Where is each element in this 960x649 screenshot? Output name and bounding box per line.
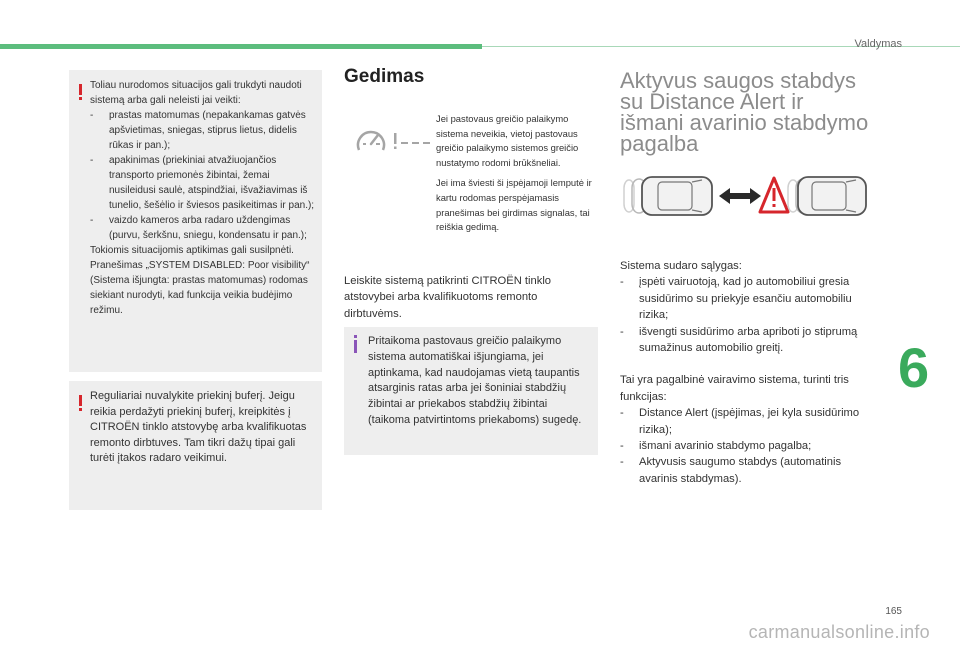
functions-list-item: - Distance Alert (įspėjimas, jei kyla susidūrimo rizika); — [620, 407, 860, 436]
heading-active-safety-brake: Aktyvus saugos stabdys su Distance Alert ir išmani avarinio stabdymo pagalba — [620, 68, 869, 156]
cruise-control-fault-icon — [355, 124, 433, 156]
icon-caption-dashes: Jei pastovaus greičio palaikymo sistema neveikia, vietoj pastovaus greičio palaikymo sistemos greičio nustatymo rodomi brūkšneliai. — [436, 113, 579, 168]
functions-intro: Tai yra pagalbinė vairavimo sistema, turinti tris funkcijas: — [620, 374, 849, 403]
warning-mark-icon — [79, 395, 83, 411]
system-list-item: - įspėti vairuotoją, kad jo automobiliui gresia susidūrimo su priekyje esančiu automobiliu rizika; — [620, 276, 852, 322]
functions-list-item: - Aktyvusis saugumo stabdys (automatinis avarinis stabdymas). — [620, 456, 842, 485]
functions-list-item: - išmani avarinio stabdymo pagalba; — [620, 440, 812, 453]
warning-box-bumper — [69, 381, 322, 510]
chapter-number: 6 — [898, 336, 930, 399]
section-title: Valdymas — [854, 38, 902, 50]
warning-intro: Toliau nurodomos situacijos gali trukdyti naudoti sistemą arba gali neleisti jai veikti: — [90, 80, 302, 106]
warning-list-item: - prastas matomumas (nepakankamas gatvės apšvietimas, sniegas, stiprus lietus, didelis rūkas ir pan.); — [90, 110, 306, 151]
header-accent-bar — [0, 44, 482, 49]
warning-list-item: - vaizdo kameros arba radaro uždengimas (purvu, šerkšnu, sniegu, kondensatu ir pan.); — [90, 215, 307, 241]
info-mark-icon — [354, 335, 358, 353]
collision-warning-illustration — [622, 170, 872, 220]
warning-list-item: - apakinimas (priekiniai atvažiuojančios transporto priemonės žibintai, žemai nusileidusi saulė, atspindžiai, išvažiavimas iš tunelio, šešėlio ir šviesos pasikeitimas ir pan.); — [90, 155, 315, 211]
info-box-cruise-disable — [344, 327, 598, 455]
page-number: 165 — [885, 606, 902, 617]
warning-mark-icon — [79, 84, 83, 100]
info-box-text: Pritaikoma pastovaus greičio palaikymo sistema automatiškai išjungiama, jei aptinkama, kad naudojamas vietą taupantis atsarginis ratas arba jei šoniniai stabdžių žibintai ar priekabos stabdžių žibintai (taikoma patvirtintoms priekaboms) sugedę. — [368, 335, 582, 426]
icon-caption-warning-lamp: Jei ima šviesti ši įspėjamoji lemputė ir kartu rodomas perspėjamasis pranešimas bei girdimas signalas, tai reiškia gedimą. — [436, 177, 592, 233]
warning-bumper-text: Reguliariai nuvalykite priekinį buferį. Jeigu reikia perdažyti priekinį buferį, kreipkitės į CITROËN tinklo atstovybę arba kvalifikuotas remonto dirbtuves. Tam tikri dažų tipai gali turėti įtakos radaro veikimui. — [90, 390, 307, 465]
warning-outro: Tokiomis situacijomis aptikimas gali susilpnėti. Pranešimas „SYSTEM DISABLED: Poor visibility“ (Sistema išjungta: prastas matomumas) rodomas siekiant nurodyti, kad funkcija veikia budėjimo režimu. — [90, 245, 310, 316]
system-list-item: - išvengti susidūrimo arba apriboti jo stiprumą sumažinus automobilio greitį. — [620, 325, 858, 355]
gedimas-paragraph: Leiskite sistemą patikrinti CITROËN tinklo atstovybei arba kvalifikuotoms remonto dirbtuvėms. — [344, 275, 552, 320]
heading-gedimas: Gedimas — [344, 66, 425, 87]
system-intro: Sistema sudaro sąlygas: — [620, 260, 742, 272]
watermark: carmanualsonline.info — [748, 622, 930, 642]
warning-box-visibility — [69, 70, 322, 372]
